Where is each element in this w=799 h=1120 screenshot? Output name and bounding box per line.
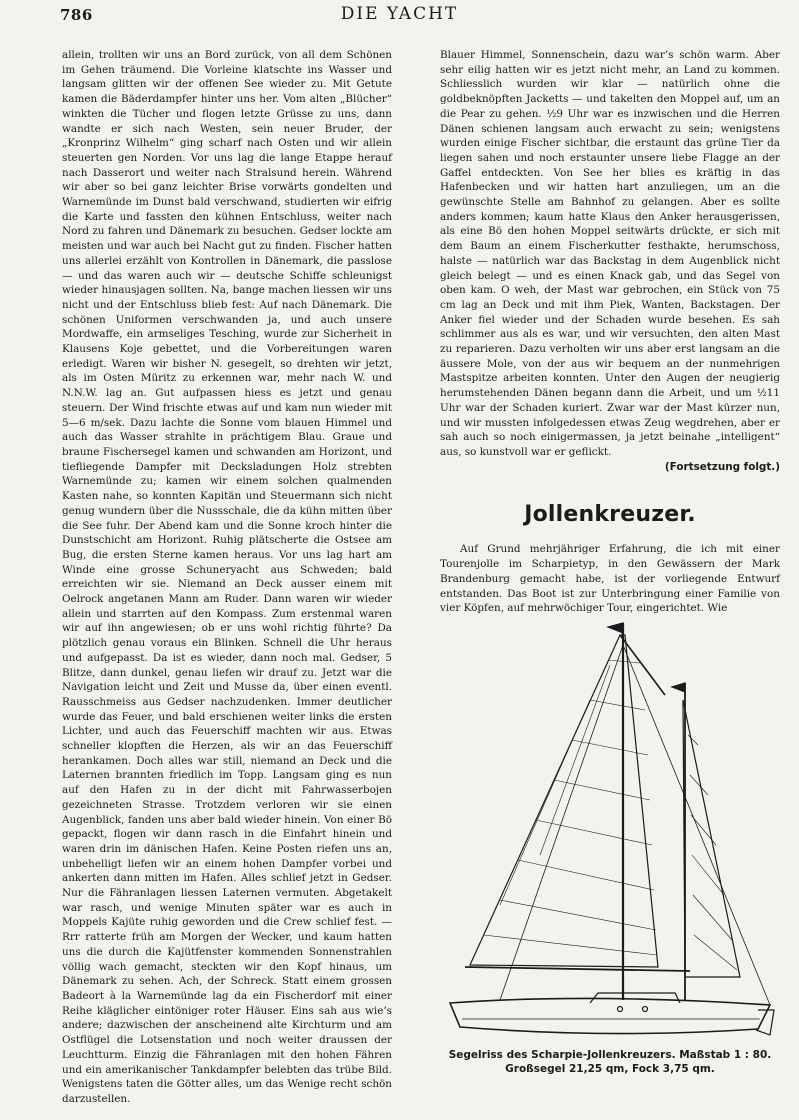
article-title: Jollenkreuzer. (524, 502, 696, 528)
figure-caption (440, 1048, 780, 1076)
caption-title: Segelriss des Scharpie-Jollenkreuzers. Maßstab 1 : 80. (448, 1049, 772, 1061)
continuation-text: Blauer Himmel, Sonnenschein, dazu war’s schön warm. Aber sehr eilig hatten wir es jetzt nicht mehr, an Land zu kommen. Schliesslich wurden wir klar — natürlich ohne die goldbeknöpften Jacketts — und takelten den Moppel auf, um an die Pear zu gehen. ½9 Uhr war es inzwischen und die Herren Dänen schienen langsam auch erwacht zu sein; wenigstens wurden einige Fischer sichtbar, die erstaunt das grüne Tier da liegen sahen und noch erstaunter unsere liebe Flagge an der Gaffel entdeckten. Von See her blies es kräftig in das Hafenbecken und wir hatten hart anzuliegen, um an die gewünschte Stelle am Bahnhof zu gelangen. Aber es sollte anders kommen; kaum hatte Klaus den Anker herausgerissen, als eine Bö den hohen Moppel seitwärts drückte, er sich mit dem Baum an einem Fischerkutter festhakte, herumschoss, halste — natürlich war das Backstag in dem Augenblick nicht gleich belegt — und es einen Knack gab, und das Segel von oben kam. O weh, der Mast war gebrochen, ein Stück von 75 cm lag an Deck und mit ihm Piek, Wanten, Backstagen. Der Anker fiel wieder und der Schaden wurde besehen. Es sah schlimmer aus als es war, und wir versuchten, den alten Mast zu reparieren. Dazu verholten wir uns aber erst langsam an die äussere Mole, von der aus wir bequem an der nunmehrigen Mastspitze arbeiten konnten. Unter den Augen der neugierig herumstehenden Dänen begann dann die Arbeit, und um ½11 Uhr war der Schaden kuriert. Zwar war der Mast kürzer nun, und wir mussten infolgedessen etwas Zeug wegdrehen, aber er sah auch so noch einigermassen, ja jetzt beinahe „intelligent“ aus, so kunstvoll war er geflickt. (440, 49, 780, 458)
left-column-text: allein, trollten wir uns an Bord zurück, von all dem Schönen im Gehen träumend. Die Vorleine klatschte ins Wasser und langsam glitten wir der offenen See wieder zu. Mit Getute kamen die Bäderdampfer hinter uns her. Vom alten „Blücher“ winkten die Tücher und flogen letzte Grüsse zu uns, dann wandte er sich nach Westen, sein neuer Bruder, der „Kronprinz Wilhelm“ ging scharf nach Osten und wir allein steuerten gen Norden. Vor uns lag die lange Etappe herauf nach Dasserort und weiter nach Stralsund herein. Während wir aber so bei ganz leichter Brise vorwärts gondelten und Warnemünde im Dunst bald verschwand, studierten wir eifrig die Karte und fassten den kühnen Entschluss, weiter nach Nord zu fahren und Dänemark zu besuchen. Gedser lockte am meisten und war auch bei Nacht gut zu finden. Fischer hatten uns allerlei erzählt von Kontrollen in Dänemark, die passlose — und das waren auch wir — deutsche Schiffe schleunigst wieder hinausjagen sollten. Na, bange machen liessen wir uns nicht und der Entschluss blieb fest: Auf nach Dänemark. Die schönen Uniformen verschwanden ja, und auch unsere Mordwaffe, ein armseliges Tesching, wurde zur Sicherheit in Klausens Koje gebettet, und die Vorbereitungen waren erledigt. Waren wir bisher N. gesegelt, so drehten wir jetzt, als im Osten Müritz zu erkennen war, mehr nach W. und N.N.W. lag an. Gut aufpassen hiess es jetzt und genau steuern. Der Wind frischte etwas auf und kam nun wieder mit 5—6 m/sek. Dazu lachte die Sonne vom blauen Himmel und auch das Wasser strahlte in prächtigem Blau. Graue und braune Fischersegel kamen und schwanden am Horizont, und tiefliegende Dampfer mit Decksladungen Holz strebten Warnemünde zu; kamen wir einem solchen qualmenden Kasten nahe, so konnten Kapitän und Steuermann sich nicht genug wundern über die Nussschale, die da kühn mitten über die See fuhr. Der Abend kam und die Sonne kroch hinter die Dunstschicht am Horizont. Ruhig plätscherte die Ostsee am Bug, die ersten Sterne kamen heraus. Vor uns lag hart am Winde eine grosse Schuneryacht aus Schweden; bald erreichten wir sie. Niemand an Deck ausser einem mit Oelrock angetanen Mann am Ruder. Dann waren wir wieder allein und starrten auf den Kompass. Zum erstenmal waren wir auf ihn angewiesen; ob er uns wohl richtig führte? Da plötzlich genau voraus ein Blinken. Schnell die Uhr heraus und aufgepasst. Da ist es wieder, dann noch mal. Gedser, 5 Blitze, dann dunkel, genau liefen wir drauf zu. Jetzt war die Navigation leicht und Zeit und Musse da, über einen eventl. Rausschmeiss aus Gedser nachzudenken. Immer deutlicher wurde das Feuer, und bald erschienen weiter links die ersten Lichter, und auch das Feuerschiff machten wir aus. Etwas schneller klopften die Herzen, als wir an das Feuerschiff herankamen. Doch alles war still, niemand an Deck und die Laternen brannten friedlich im Topp. Langsam ging es nun auf den Hafen zu in der dicht mit Fahrwasserbojen gezeichneten Strasse. Trotzdem verloren wir sie einen Augenblick, fanden uns aber bald wieder hinein. Von einer Bö gepackt, flogen wir dann rasch in die Einfahrt hinein und waren drin im dänischen Hafen. Keine Posten riefen uns an, unbehelligt liefen wir an einem hohen Dampfer vorbei und ankerten dann mitten im Hafen. Alles schlief jetzt in Gedser. Nur die Fähranlagen liessen Laternen vermuten. Abgetakelt war rasch, und wenige Minuten später war es auch in Moppels Kajüte ruhig geworden und die Crew schlief fest. — Rrr ratterte früh am Morgen der Wecker, und kaum hatten uns die durch die Kajütfenster kommenden Sonnenstrahlen völlig wach gemacht, steckten wir den Kopf hinaus, um Dänemark zu sehen. Ach, der Schreck. Statt einem grossen Badeort à la Warnemünde lag da ein Fischerdorf mit einer Reihe kläglicher eintöniger roter Häuser. Eins sah aus wie’s andere; dazwischen der anscheinend alte Kirchturm und am Ostflügel die Lotsenstation und noch weiter draussen der Leuchtturm. Einzig die Fähranlagen mit den hohen Fähren und ein amerikanischer Tankdampfer belebten das trübe Bild. Wenigstens taten die Götter alles, um das Wenige recht schön darzustellen. (62, 49, 392, 1105)
caption-sail-areas: Großsegel 21,25 qm, Fock 3,75 qm. (505, 1063, 715, 1075)
sail-plan-figure (440, 605, 780, 1045)
page-number: 786 (60, 6, 93, 24)
continued-note: (Fortsetzung folgt.) (664, 460, 780, 473)
running-title: DIE YACHT (340, 4, 459, 24)
article-intro: Auf Grund mehrjähriger Erfahrung, die ich mit einer Tourenjolle im Scharpietyp, in den Gewässern der Mark Brandenburg gemacht habe, ist der vorliegende Entwurf entstanden. Das Boot ist zur Unterbringung einer Familie von vier Köpfen, auf mehrwöchiger Tour, eingerichtet. Wie (440, 543, 780, 615)
left-column (62, 48, 392, 1107)
right-column (440, 48, 780, 616)
sail-plan-drawing (440, 605, 780, 1045)
